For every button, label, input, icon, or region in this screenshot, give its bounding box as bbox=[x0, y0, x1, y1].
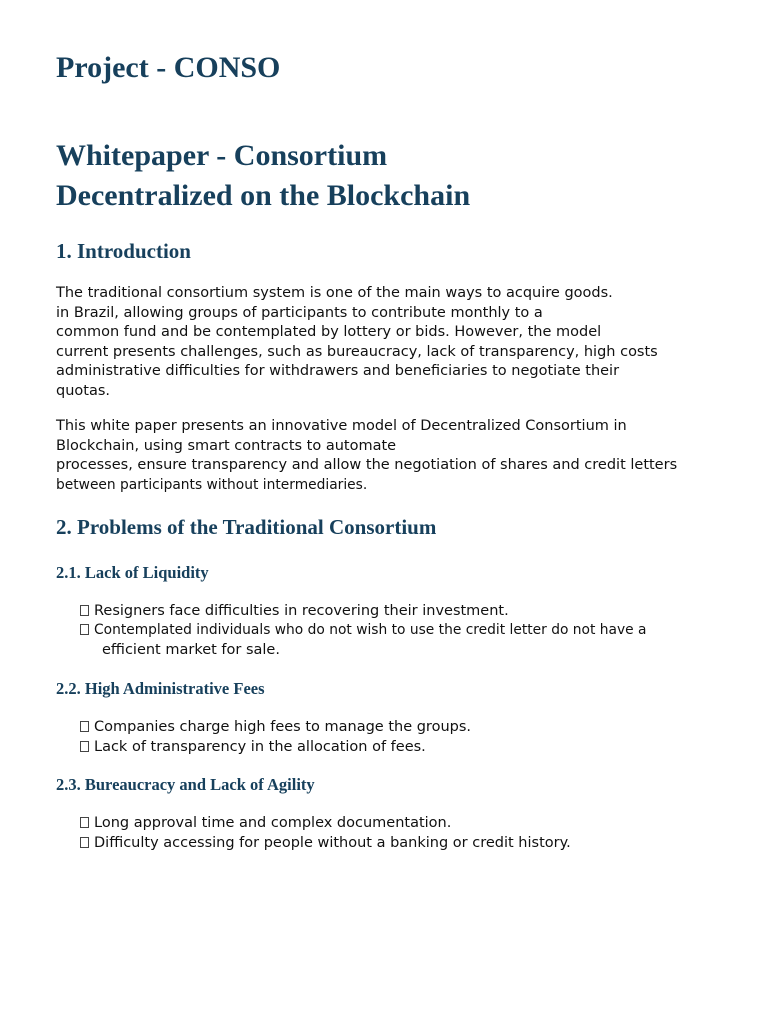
paragraph-line: between participants without intermediaries. bbox=[56, 476, 368, 493]
intro-paragraph-2 bbox=[56, 417, 746, 495]
paragraph-line: administrative difficulties for withdrawers and beneficiaries to negotiate their bbox=[56, 363, 620, 379]
liquidity-list bbox=[80, 601, 760, 661]
missing-glyph-box-icon bbox=[80, 624, 89, 635]
paragraph-line: in Brazil, allowing groups of participants to contribute monthly to a bbox=[56, 304, 543, 321]
paragraph-line: current presents challenges, such as bureaucracy, lack of transparency, high costs bbox=[56, 343, 658, 360]
paragraph-line: common fund and be contemplated by lottery or bids. However, the model bbox=[56, 324, 602, 340]
list-item: Contemplated individuals who do not wish to use the credit letter do not have a bbox=[80, 621, 760, 640]
missing-glyph-box-icon bbox=[80, 721, 89, 732]
whitepaper-title-line-2: Decentralized on the Blockchain bbox=[56, 179, 471, 212]
list-item: Difficulty accessing for people without a banking or credit history. bbox=[80, 833, 760, 853]
subsection-heading-fees: 2.2. High Administrative Fees bbox=[56, 679, 265, 698]
project-title: Project - CONSO bbox=[56, 51, 281, 84]
subsection-heading-bureaucracy: 2.3. Bureaucracy and Lack of Agility bbox=[56, 775, 315, 794]
fees-list bbox=[80, 717, 760, 757]
intro-paragraph-1 bbox=[56, 284, 746, 401]
paragraph-line: quotas. bbox=[56, 382, 110, 399]
section-heading-introduction: 1. Introduction bbox=[56, 239, 191, 263]
list-item-continuation: efficient market for sale. bbox=[102, 642, 280, 658]
list-item: Companies charge high fees to manage the groups. bbox=[80, 717, 760, 737]
missing-glyph-box-icon bbox=[80, 605, 89, 616]
missing-glyph-box-icon bbox=[80, 837, 89, 848]
paragraph-line: This white paper presents an innovative model of Decentralized Consortium in bbox=[56, 418, 627, 434]
section-heading-problems: 2. Problems of the Traditional Consortium bbox=[56, 515, 437, 539]
list-item: Long approval time and complex documentation. bbox=[80, 813, 760, 833]
missing-glyph-box-icon bbox=[80, 741, 89, 752]
bureaucracy-list bbox=[80, 813, 760, 853]
paragraph-line: processes, ensure transparency and allow the negotiation of shares and credit letters bbox=[56, 457, 678, 473]
list-item: Lack of transparency in the allocation of fees. bbox=[80, 737, 760, 757]
paragraph-line: Blockchain, using smart contracts to automate bbox=[56, 437, 397, 454]
subsection-heading-liquidity: 2.1. Lack of Liquidity bbox=[56, 563, 209, 582]
paragraph-line: The traditional consortium system is one of the main ways to acquire goods. bbox=[56, 285, 613, 301]
whitepaper-title-line-1: Whitepaper - Consortium bbox=[56, 139, 388, 172]
missing-glyph-box-icon bbox=[80, 817, 89, 828]
list-item: Resigners face difficulties in recovering their investment. bbox=[80, 601, 760, 621]
